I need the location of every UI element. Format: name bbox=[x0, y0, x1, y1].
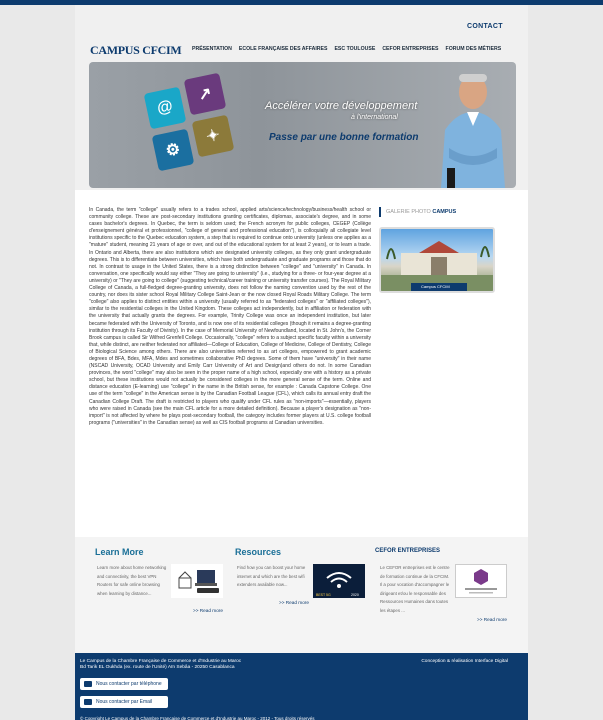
main-text: In Canada, the term "college" usually refers to a trades school, applied arts/science/technology/business/health school or community college. These are post-secondary institutions granting certificates, diplomas, associate's degree, and in some cases bachelor's degrees. In Quebec, the term is seldom used; the French acronym for public colleges, CEGEP (Collège d'enseignement général et professionnel, "college of general and professional education"), is colloquially all collegiate level institutions specific to the Quebec education system, a step that is required to continue onto university (unless one applies as a "mature" student, meaning 21 years of age or over, and out of the educational system for at least 2 years), or to learn a trade. In Ontario and Alberta, there are also institutions which are designated university colleges, as they only grant undergraduate degrees. This is to differentiate between universities, which have both undergraduate and graduate programs and those that do not. In contrast to usage in the United States, there is a strong distinction between "college" and "university" in Canada. In conversation, one specifically would say either "They are going to university" (i.e., studying for a three- or four-year degree at a university) or "They are going to college" (suggesting technical/career training or university transfer courses). The Royal Military College of Canada, a full-fledged degree-granting university, does not follow the naming convention used by the rest of the country, nor does its sister school Royal Military College Saint-Jean or the now closed Royal Roads Military College. The term "college" also applies to distinct entities within a university (usually referred to as "federated colleges" or "affiliated colleges"), similar to the residential colleges in the United Kingdom. These colleges act independently, but in affiliation or federation with the university that actually grants the degrees. For example, Trinity College was once an independent institution, but later became federated with the University of Toronto, and is now one of its residential colleges (though it remains a degree-granting institution through its Faculty of Divinity). In the case of Memorial University of Newfoundland, located in St. John's, the Corner Brook campus is called Sir Wilfred Grenfell College. Occasionally, "college" refers to a subject specific faculty within a university that, while distinct, are neither federated nor affiliated—College of Education, College of Medicine, College of Dentistry, College of Biological Science among others. There are also universities referred to as art colleges, empowered to grant academic degrees of BFA, Bdes, MFA, Mdes and sometimes collaborative PhD degrees. Some of them have "university" in their name (NSCAD University, OCAD University and Emily Carr University of Art and Design)and others do not. In some Canadian provinces, the word "college" may also be seen in the proper name of a high school, especially one with a history as a private school, but these institutions would not actually be considered colleges in the more general sense of the term. Online and distance education (E-learning) use "college" in the name in the British sense, for example : Canada Capstone College. One use of the term "college" in the American sense is by the Canadian Football League (CFL), which calls its annual entry draft the Canadian College Draft. The draft is restricted to players who qualify under CFL rules as "non-imports"—essentially, players who were raised in Canada (see the main CFL article for a more detailed definition). Because a player's designation as "non-import" is not affected by where he plays post-secondary football, the category includes former players at U.S. college football programs ("universities" in the Canadian sense) as well as CIS football programs at Canadian universities. bbox=[89, 207, 371, 426]
banner-subline: à l'international bbox=[351, 114, 398, 121]
footer-copyright: © Copyright Le Campus de la Chambre Française de Commerce et d'Industrie au Maroc - 2012 - Tous droits réservés bbox=[80, 716, 315, 720]
photo-gallery bbox=[379, 207, 506, 293]
learn-more-title: Learn More bbox=[95, 547, 144, 557]
page-container bbox=[75, 5, 528, 720]
head-gears-icon: ⚙ bbox=[152, 129, 195, 172]
email-icon bbox=[84, 699, 92, 705]
banner-person-image bbox=[437, 68, 507, 188]
resources-title: Resources bbox=[235, 547, 282, 557]
wifi-thumbnail bbox=[313, 564, 365, 598]
cefor-box bbox=[375, 537, 510, 622]
nav-item-forum[interactable]: FORUM DES MÉTIERS bbox=[445, 46, 502, 52]
banner-tagline: Passe par une bonne formation bbox=[269, 132, 419, 143]
wifi-thumb-label-right: 2020 bbox=[351, 593, 359, 597]
cefor-readmore-link[interactable]: >> Read more bbox=[477, 617, 507, 622]
contact-email-button[interactable] bbox=[80, 696, 168, 708]
contact-phone-label: Nous contacter par téléphone bbox=[96, 681, 162, 687]
router-thumbnail bbox=[171, 564, 223, 598]
site-logo[interactable]: CAMPUS CFCIM bbox=[90, 43, 182, 57]
footer-address-line2: Bd Tarik EL Oukhda (ex. route de l'Unité) Aïn Sebâa - 20250 Casablanca bbox=[80, 665, 235, 670]
cefor-logo-thumbnail bbox=[455, 564, 507, 598]
footer-address-line1: Le Campus de la Chambre Française de Commerce et d'Industrie au Maroc bbox=[80, 659, 242, 664]
contact-link[interactable]: CONTACT bbox=[467, 23, 503, 30]
bottom-boxes bbox=[75, 537, 528, 653]
nav-item-ecole-francaise[interactable]: ECOLE FRANÇAISE DES AFFAIRES bbox=[238, 46, 328, 52]
nav-item-cefor[interactable]: CEFOR ENTREPRISES bbox=[382, 46, 439, 52]
at-sign-icon: @ bbox=[144, 87, 187, 130]
nav-item-esc-toulouse[interactable]: ESC TOULOUSE bbox=[334, 46, 376, 52]
hero-banner bbox=[89, 62, 516, 188]
phone-icon bbox=[84, 681, 92, 687]
footer bbox=[75, 653, 528, 720]
learn-more-readmore-link[interactable]: >> Read more bbox=[193, 608, 223, 613]
gallery-title-highlight: CAMPUS bbox=[432, 209, 457, 215]
header bbox=[75, 5, 528, 190]
gallery-title bbox=[379, 207, 506, 217]
nav-item-presentation[interactable]: PRÉSENTATION bbox=[192, 46, 232, 52]
banner-headline: Accélérer votre développement bbox=[265, 100, 418, 112]
campus-photo[interactable] bbox=[379, 227, 495, 293]
cefor-text: Le CEFOR entreprises est le centre de formation continue de la CFCIM. Il a pour vocation d'accompagner le dirigeant et/ou le responsable des Ressources Humaines dans toutes les étapes ... bbox=[380, 565, 450, 613]
footer-credit: Conception & réalisation Interface Digital bbox=[421, 659, 508, 664]
contact-phone-button[interactable] bbox=[80, 678, 168, 690]
learn-more-text: Learn more about home networking and connectivity, the best VPN Routers for safe online browsing when learning by distance... bbox=[97, 565, 167, 596]
main-nav bbox=[192, 46, 501, 52]
resources-readmore-link[interactable]: >> Read more bbox=[279, 600, 309, 605]
lightbulb-icon: ✦ bbox=[192, 115, 235, 158]
resources-box bbox=[235, 537, 370, 605]
contact-email-label: Nous contacter par Email bbox=[96, 699, 153, 705]
wifi-thumb-label-left: BEST 5G bbox=[316, 593, 331, 597]
footer-address bbox=[80, 659, 241, 671]
cefor-title: CEFOR ENTREPRISES bbox=[375, 548, 441, 554]
resources-text: Find how you can boost your home internet and which are the best wifi extenders available now... bbox=[237, 565, 306, 588]
learn-more-box bbox=[95, 537, 230, 613]
chart-up-icon: ↗ bbox=[184, 73, 227, 116]
gallery-title-prefix: GALERIE PHOTO bbox=[386, 209, 431, 215]
photo-caption: Campus CFCIM bbox=[421, 284, 450, 289]
